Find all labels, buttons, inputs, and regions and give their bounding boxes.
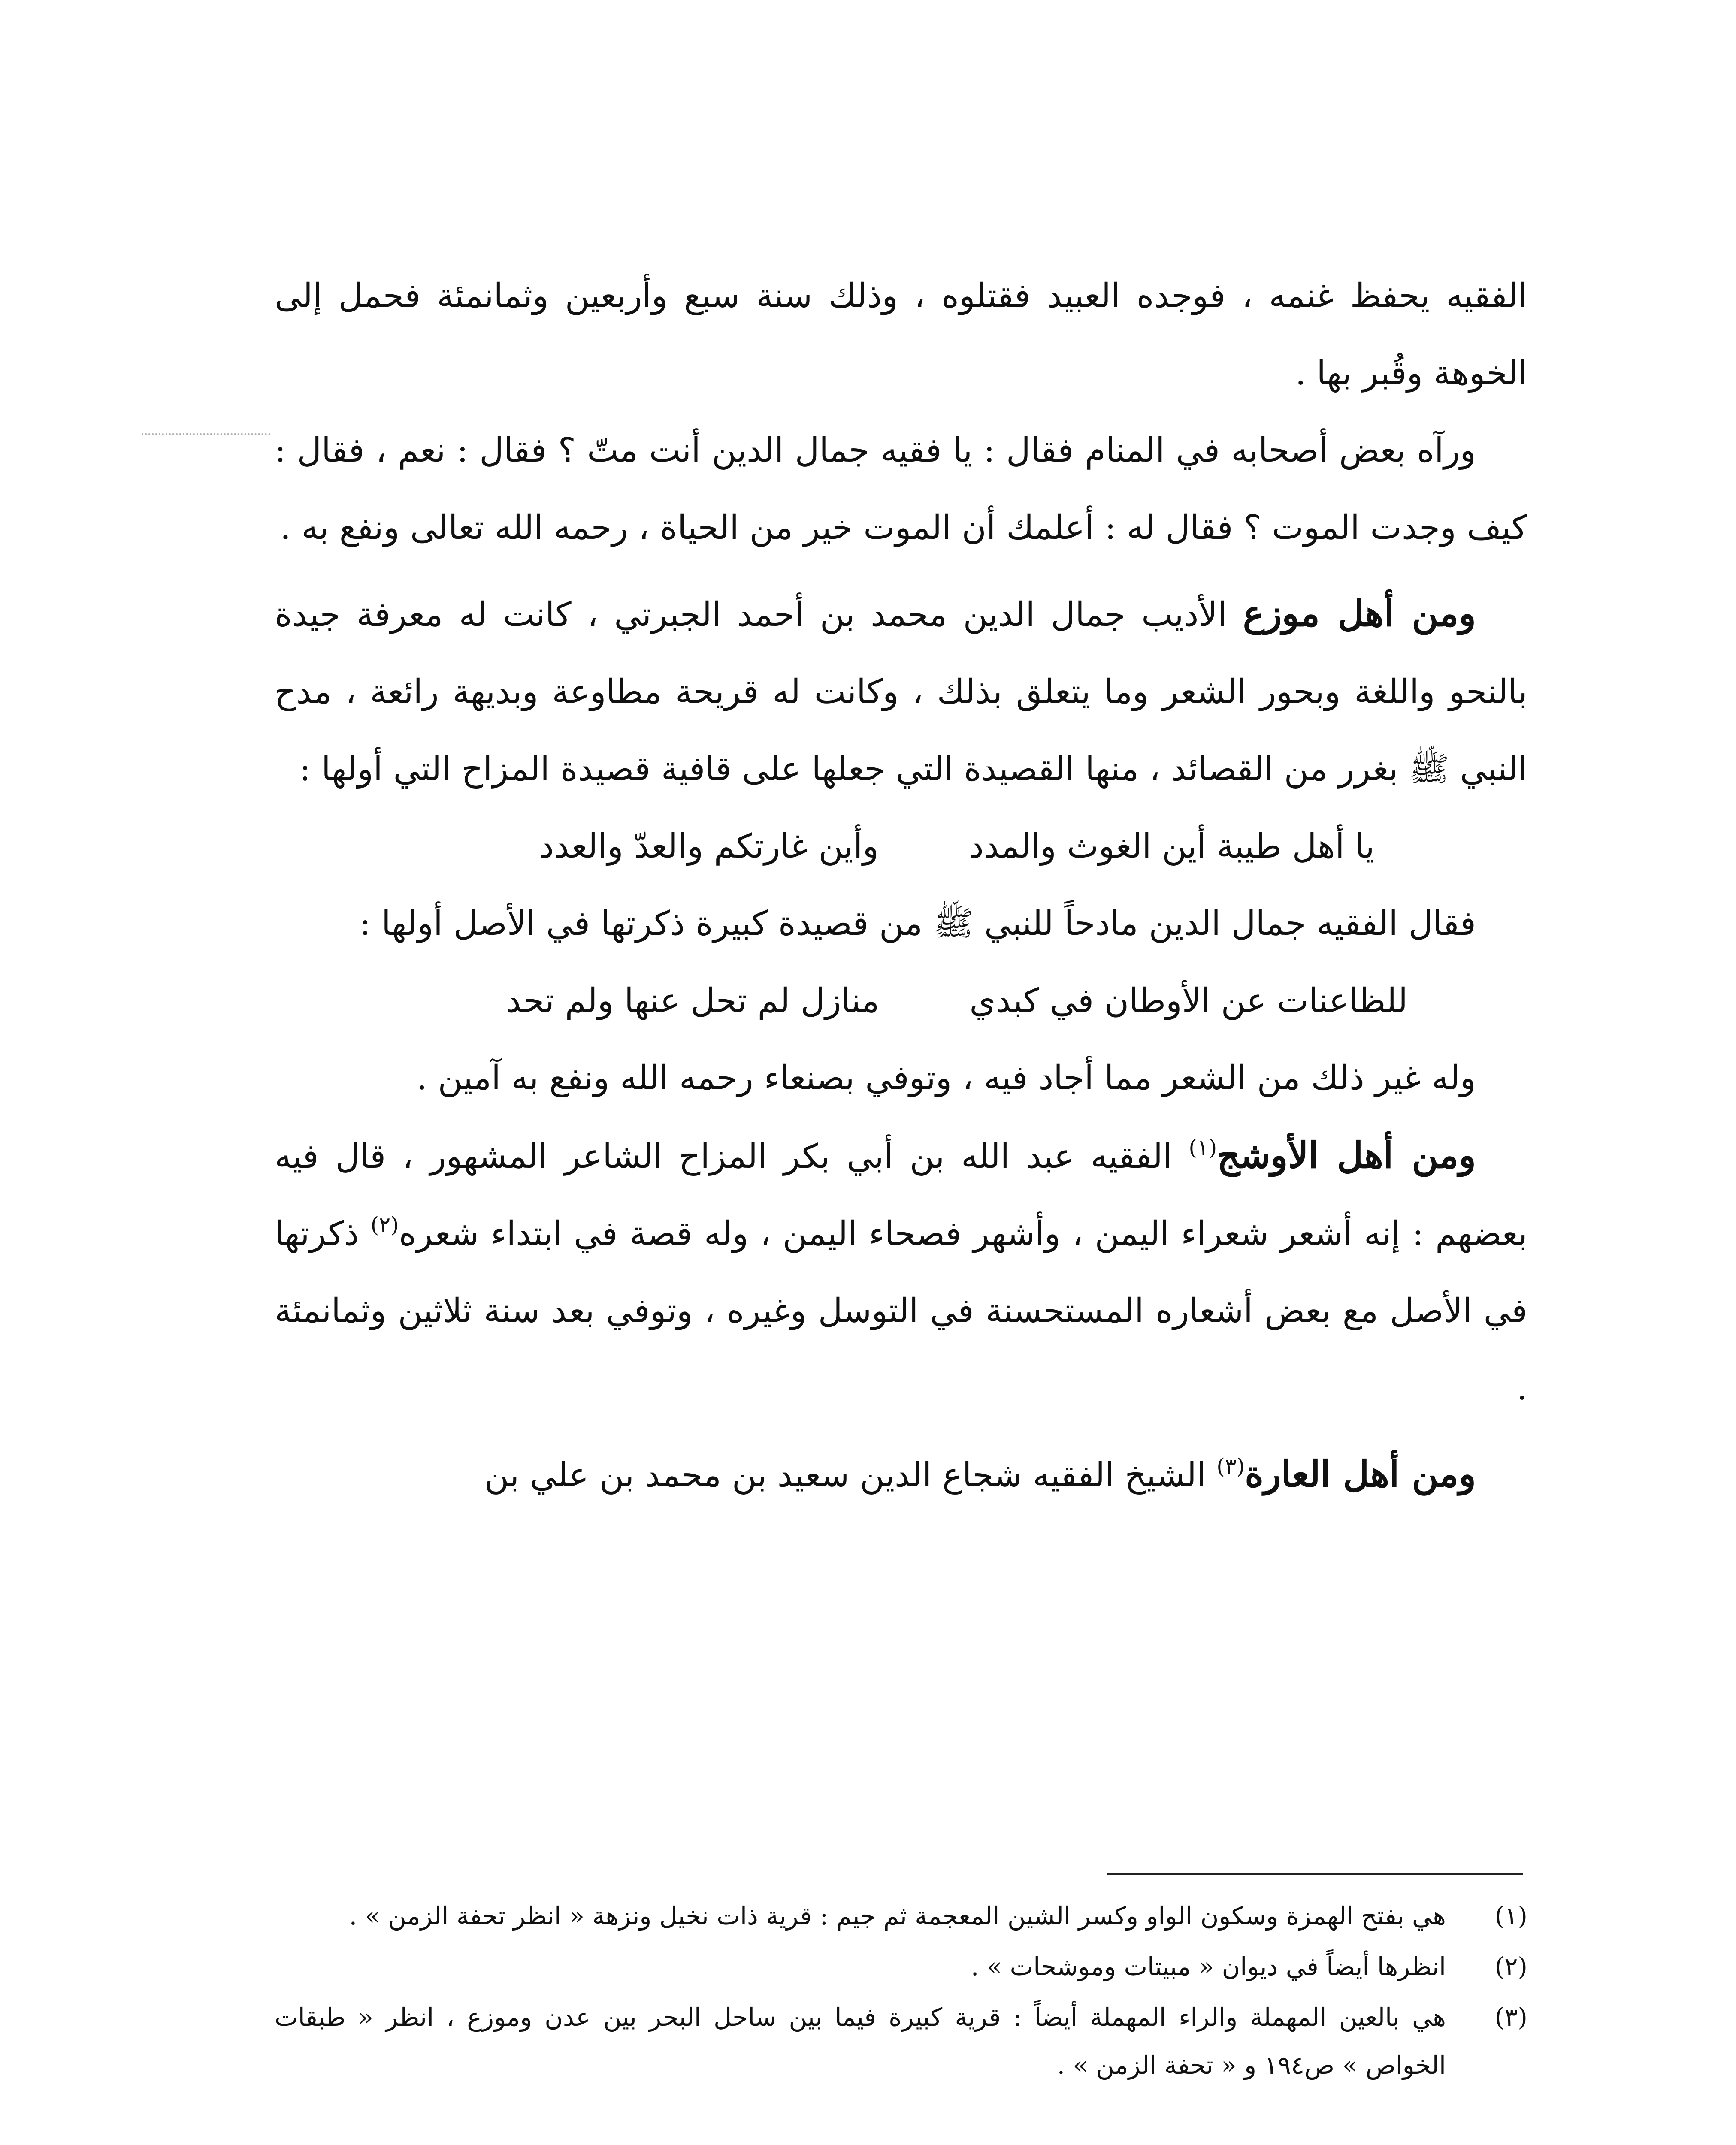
- footnote-item: [275, 1943, 1527, 1991]
- footnote-number: (٣): [1494, 2003, 1527, 2032]
- paragraph-text-continued: ذكرتها في الأصل مع بعض أشعاره المستحسنة في التوسل وغيره ، وتوفي بعد سنة ثلاثين وثمانمئة .: [275, 1214, 1527, 1408]
- paragraph-text: فقال الفقيه جمال الدين مادحاً للنبي ﷺ من قصيدة كبيرة ذكرتها في الأصل أولها :: [359, 904, 1476, 943]
- verse-hemistich-first: للظاعنات عن الأوطان في كبدي: [969, 982, 1408, 1020]
- footnote-number: (٢): [1494, 1952, 1527, 1981]
- footnote-text: انظرها أيضاً في ديوان « مبيتات وموشحات » .: [971, 1952, 1446, 1981]
- scan-artifact-dotted-line: [142, 433, 270, 435]
- main-text: [275, 257, 1527, 1514]
- section-lead-ara: ومن أهل العارة: [1245, 1453, 1476, 1495]
- verse-hemistich-second: منازل لم تحل عنها ولم تحد: [506, 982, 880, 1020]
- paragraph-madih: [275, 885, 1527, 962]
- paragraph-text: الفقيه يحفظ غنمه ، فوجده العبيد فقتلوه ، وذلك سنة سبع وأربعين وثمانمئة فحمل إلى الخوهة وقُبر بها .: [275, 277, 1527, 393]
- footnote-number: (١): [1494, 1901, 1527, 1930]
- footnote-text: هي بفتح الهمزة وسكون الواو وكسر الشين المعجمة ثم جيم : قرية ذات نخيل ونزهة « انظر تحفة الزمن » .: [349, 1901, 1446, 1930]
- paragraph-text: الأديب جمال الدين محمد بن أحمد الجبرتي ، كانت له معرفة جيدة بالنحو واللغة وبحور الشعر وما يتعلق بذلك ، وكانت له قريحة مطاوعة وبديهة رائعة ، مدح النبي ﷺ بغرر من القصائد ، منها القصيدة التي جعلها على قافية قصيدة المزاح التي أولها :: [275, 595, 1527, 789]
- paragraph-mawza: [275, 575, 1527, 808]
- paragraph-text: الفقيه عبد الله بن أبي بكر المزاح الشاعر المشهور ، قال فيه بعضهم : إنه أشعر شعراء اليمن ، وأشهر فصحاء اليمن ، وله قصة في ابتداء شعره: [275, 1137, 1527, 1253]
- paragraph-text: الشيخ الفقيه شجاع الدين سعيد بن محمد بن علي بن: [484, 1456, 1217, 1495]
- section-lead-mawza: ومن أهل موزع: [1243, 592, 1476, 634]
- footnote-item: [275, 1892, 1527, 1940]
- footnote-separator: [1107, 1873, 1523, 1875]
- paragraph-dream: [275, 412, 1527, 566]
- paragraph-awshaj: [275, 1117, 1527, 1427]
- section-lead-awshaj: ومن أهل الأوشج: [1217, 1134, 1476, 1176]
- paragraph-ara: [275, 1435, 1527, 1514]
- footnote-marker-3[interactable]: (٣): [1216, 1454, 1245, 1479]
- footnote-marker-2[interactable]: (٢): [370, 1212, 399, 1237]
- footnote-marker-1[interactable]: (١): [1189, 1135, 1217, 1160]
- paragraph-text: ورآه بعض أصحابه في المنام فقال : يا فقيه جمال الدين أنت متّ ؟ فقال : نعم ، فقال : كيف وجدت الموت ؟ فقال له : أعلمك أن الموت خير من الحياة ، رحمه الله تعالى ونفع به .: [275, 431, 1527, 547]
- verse-line-1: [275, 808, 1527, 885]
- footnote-text: هي بالعين المهملة والراء المهملة أيضاً : قرية كبيرة فيما بين ساحل البحر بين عدن وموزع ، انظر « طبقات الخواص » ص١٩٤ و « تحفة الزمن » .: [275, 2003, 1446, 2080]
- paragraph-shir: [275, 1039, 1527, 1117]
- verse-hemistich-first: يا أهل طيبة أين الغوث والمدد: [969, 827, 1375, 866]
- footnote-item: [275, 1993, 1527, 2089]
- paragraph-continuation: [275, 257, 1527, 412]
- paragraph-text: وله غير ذلك من الشعر مما أجاد فيه ، وتوفي بصنعاء رحمه الله ونفع به آمين .: [416, 1059, 1476, 1097]
- verse-line-2: [275, 962, 1527, 1039]
- verse-hemistich-second: وأين غارتكم والعدّ والعدد: [539, 827, 879, 866]
- footnotes: [275, 1892, 1527, 2092]
